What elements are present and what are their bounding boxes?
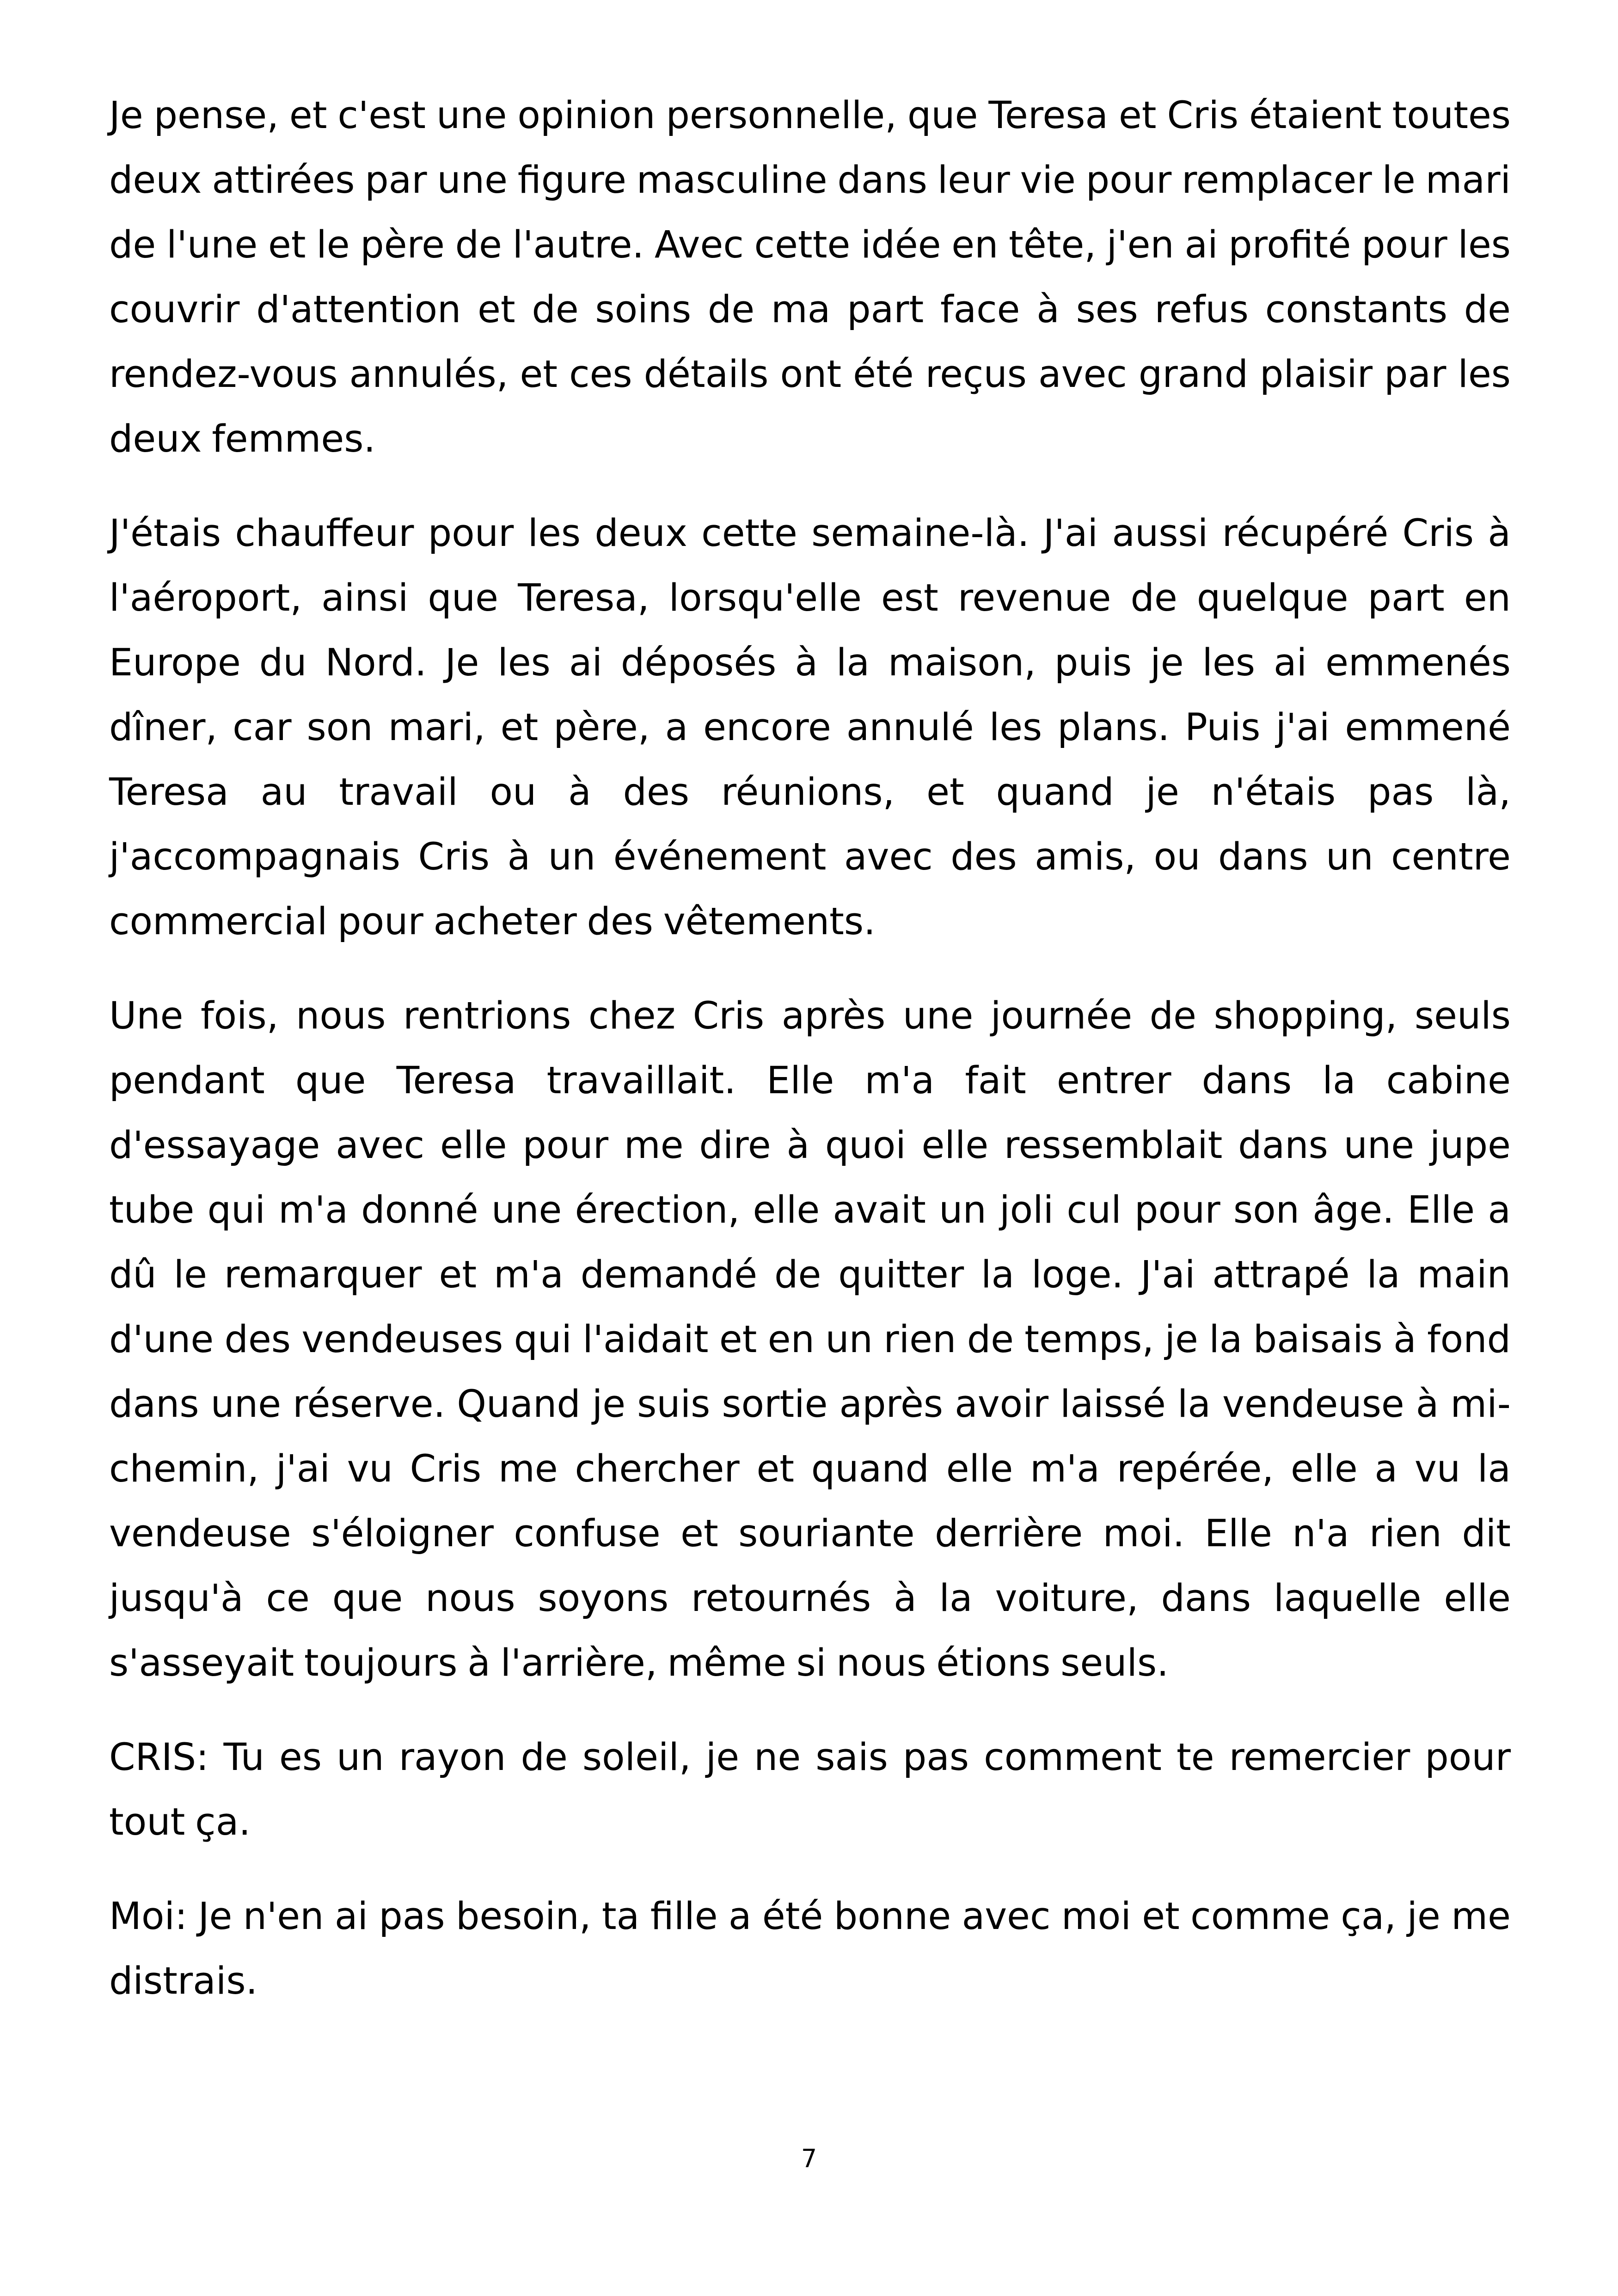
paragraph-2: J'étais chauffeur pour les deux cette semaine-là. J'ai aussi récupéré Cris à l'aéroport, ainsi que Teresa, lorsqu'elle est revenue de quelque part en Europe du Nord. Je les ai déposés à la maison, puis je les ai emmenés dîner, car son mari, et père, a encore annulé les plans. Puis j'ai emmené Teresa au travail ou à des réunions, et quand je n'étais pas là, j'accompagnais Cris à un événement avec des amis, ou dans un centre commercial pour acheter des vêtements. (109, 512, 1511, 943)
dialogue-cris: CRIS: Tu es un rayon de soleil, je ne sais pas comment te remercier pour tout ça. (109, 1736, 1511, 1844)
body-text (109, 83, 1511, 2043)
dialogue-moi: Moi: Je n'en ai pas besoin, ta fille a été bonne avec moi et comme ça, je me distrais. (109, 1895, 1511, 2003)
paragraph-3: Une fois, nous rentrions chez Cris après une journée de shopping, seuls pendant que Teresa travaillait. Elle m'a fait entrer dans la cabine d'essayage avec elle pour me dire à quoi elle ressemblait dans une jupe tube qui m'a donné une érection, elle avait un joli cul pour son âge. Elle a dû le remarquer et m'a demandé de quitter la loge. J'ai attrapé la main d'une des vendeuses qui l'aidait et en un rien de temps, je la baisais à fond dans une réserve. Quand je suis sortie après avoir laissé la vendeuse à mi-chemin, j'ai vu Cris me chercher et quand elle m'a repérée, elle a vu la vendeuse s'éloigner confuse et souriante derrière moi. Elle n'a rien dit jusqu'à ce que nous soyons retournés à la voiture, dans laquelle elle s'asseyait toujours à l'arrière, même si nous étions seuls. (109, 994, 1511, 1685)
page-number: 7 (801, 2144, 817, 2173)
paragraph-1: Je pense, et c'est une opinion personnelle, que Teresa et Cris étaient toutes deux attirées par une figure masculine dans leur vie pour remplacer le mari de l'une et le père de l'autre. Avec cette idée en tête, j'en ai profité pour les couvrir d'attention et de soins de ma part face à ses refus constants de rendez-vous annulés, et ces détails ont été reçus avec grand plaisir par les deux femmes. (109, 94, 1511, 461)
